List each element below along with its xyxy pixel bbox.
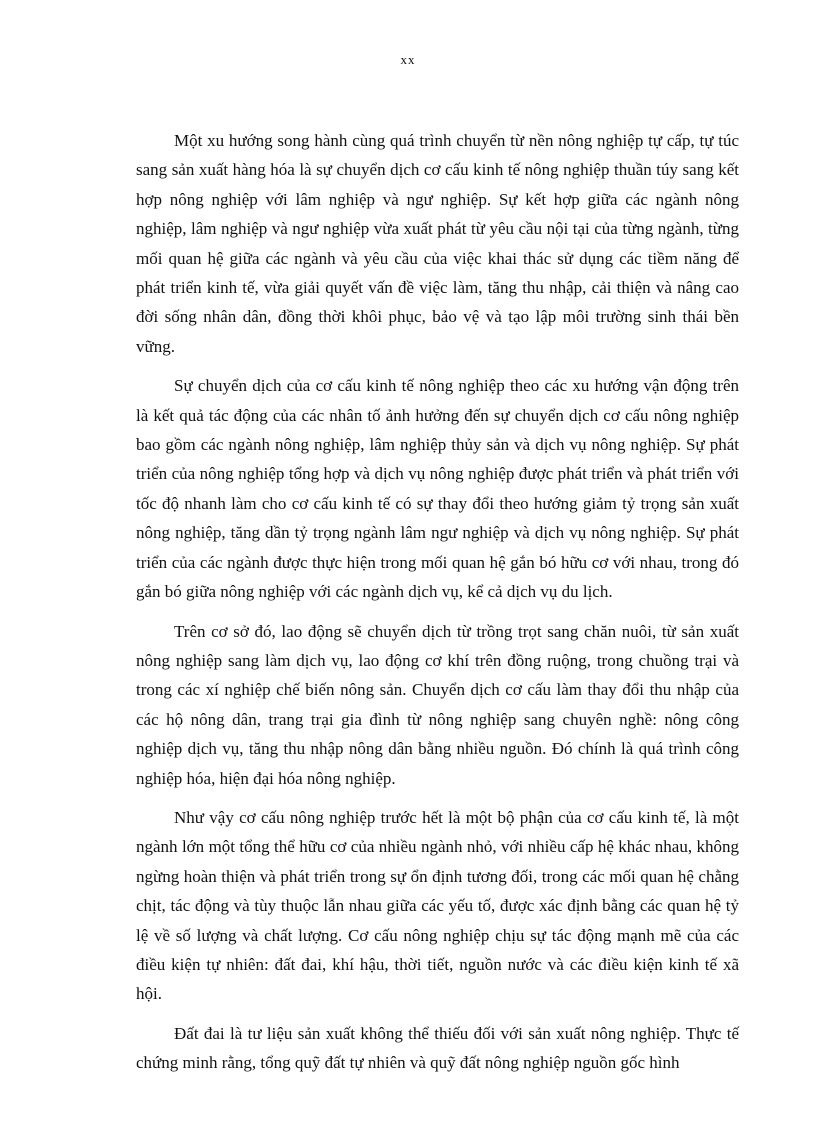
paragraph-5: Đất đai là tư liệu sản xuất không thể thiếu đối với sản xuất nông nghiệp. Thực tế chứng minh rằng, tổng quỹ đất tự nhiên và quỹ đất nông nghiệp nguồn gốc hình	[136, 1023, 739, 1073]
paragraph-1: Một xu hướng song hành cùng quá trình chuyển từ nền nông nghiệp tự cấp, tự túc sang sản xuất hàng hóa là sự chuyển dịch cơ cấu kinh tế nông nghiệp thuần túy sang kết hợp nông nghiệp với lâm nghiệp và ngư nghiệp. Sự kết hợp giữa các ngành nông nghiệp, lâm nghiệp và ngư nghiệp vừa xuất phát từ yêu cầu nội tại của từng ngành, từng mối quan hệ giữa các ngành và yêu cầu của việc khai thác sử dụng các tiềm năng để phát triển kinh tế, vừa giải quyết vấn đề việc làm, tăng thu nhập, cải thiện và nâng cao đời sống nhân dân, đồng thời khôi phục, bảo vệ và tạo lập môi trường sinh thái bền vững.	[136, 131, 739, 356]
paragraph-3: Trên cơ sở đó, lao động sẽ chuyển dịch từ trồng trọt sang chăn nuôi, từ sản xuất nông nghiệp sang làm dịch vụ, lao động cơ khí trên đồng ruộng, trong chuồng trại và trong các xí nghiệp chế biến nông sản. Chuyển dịch cơ cấu làm thay đổi thu nhập của các hộ nông dân, trang trại gia đình từ nông nghiệp sang chuyên nghề: nông công nghiệp dịch vụ, tăng thu nhập nông dân bằng nhiều nguồn. Đó chính là quá trình công nghiệp hóa, hiện đại hóa nông nghiệp.	[136, 621, 739, 788]
paragraph-4: Như vậy cơ cấu nông nghiệp trước hết là một bộ phận của cơ cấu kinh tế, là một ngành lớn một tổng thể hữu cơ của nhiều ngành nhỏ, với nhiều cấp hệ khác nhau, không ngừng hoàn thiện và phát triển trong sự ổn định tương đối, trong các mối quan hệ chằng chịt, tác động và tùy thuộc lẫn nhau giữa các yếu tố, được xác định bằng các quan hệ tỷ lệ về số lượng và chất lượng. Cơ cấu nông nghiệp chịu sự tác động mạnh mẽ của các điều kiện tự nhiên: đất đai, khí hậu, thời tiết, nguồn nước và các điều kiện kinh tế xã hội.	[136, 807, 739, 1004]
paragraph-2: Sự chuyển dịch của cơ cấu kinh tế nông nghiệp theo các xu hướng vận động trên là kết quả tác động của các nhân tố ảnh hưởng đến sự chuyển dịch cơ cấu nông nghiệp bao gồm các ngành nông nghiệp, lâm nghiệp thủy sản và dịch vụ nông nghiệp. Sự phát triển của nông nghiệp tổng hợp và dịch vụ nông nghiệp được phát triển và phát triển với tốc độ nhanh làm cho cơ cấu kinh tế có sự thay đổi theo hướng giảm tỷ trọng sản xuất nông nghiệp, tăng dần tỷ trọng ngành lâm ngư nghiệp và dịch vụ nông nghiệp. Sự phát triển của các ngành được thực hiện trong mối quan hệ gắn bó hữu cơ với nhau, trong đó gắn bó giữa nông nghiệp với các ngành dịch vụ, kể cả dịch vụ du lịch.	[136, 376, 739, 602]
body-text	[136, 126, 739, 1088]
page-number: xx	[400, 52, 416, 67]
